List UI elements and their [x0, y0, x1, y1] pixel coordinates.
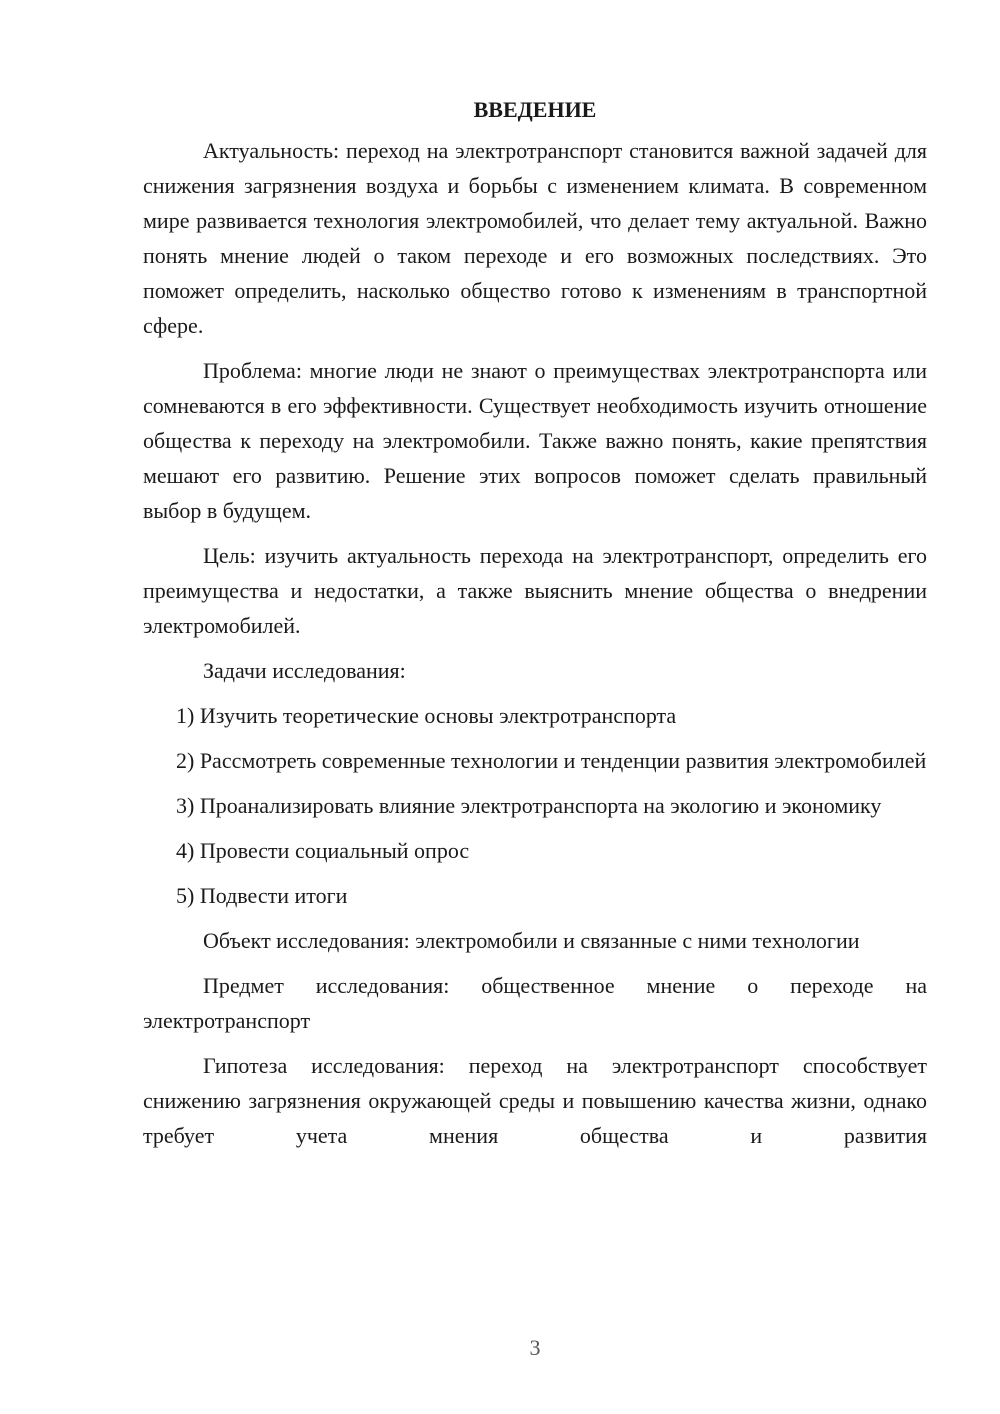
- section-heading: ВВЕДЕНИЕ: [473, 97, 597, 122]
- task-item-1: 1) Изучить теоретические основы электротранспорта: [176, 703, 677, 728]
- task-item-4: 4) Провести социальный опрос: [176, 838, 470, 863]
- paragraph-hypothesis: Гипотеза исследования: переход на электротранспорт способствует снижению загрязнения окружающей среды и повышению качества жизни, однако требует учета мнения общества и развития: [143, 1053, 927, 1148]
- task-item-5: 5) Подвести итоги: [176, 883, 348, 908]
- page-number: 3: [529, 1335, 541, 1360]
- paragraph-subject: Предмет исследования: общественное мнение о переходе на электротранспорт: [143, 973, 927, 1033]
- paragraph-problem: Проблема: многие люди не знают о преимуществах электротранспорта или сомневаются в его эффективности. Существует необходимость изучить отношение общества к переходу на электромобили. Также важно понять, какие препятствия мешают его развитию. Решение этих вопросов поможет сделать правильный выбор в будущем.: [143, 358, 927, 523]
- paragraph-tasks-heading: Задачи исследования:: [203, 658, 406, 683]
- paragraph-goal: Цель: изучить актуальность перехода на электротранспорт, определить его преимущества и недостатки, а также выяснить мнение общества о внедрении электромобилей.: [143, 543, 927, 638]
- paragraph-object: Объект исследования: электромобили и связанные с ними технологии: [203, 928, 860, 953]
- paragraph-relevance: Актуальность: переход на электротранспорт становится важной задачей для снижения загрязнения воздуха и борьбы с изменением климата. В современном мире развивается технология электромобилей, что делает тему актуальной. Важно понять мнение людей о таком переходе и его возможных последствиях. Это поможет определить, насколько общество готово к изменениям в транспортной сфере.: [143, 138, 927, 338]
- task-item-2: 2) Рассмотреть современные технологии и тенденции развития электромобилей: [176, 748, 927, 773]
- task-item-3: 3) Проанализировать влияние электротранспорта на экологию и экономику: [176, 793, 882, 818]
- document-body: [143, 92, 927, 1163]
